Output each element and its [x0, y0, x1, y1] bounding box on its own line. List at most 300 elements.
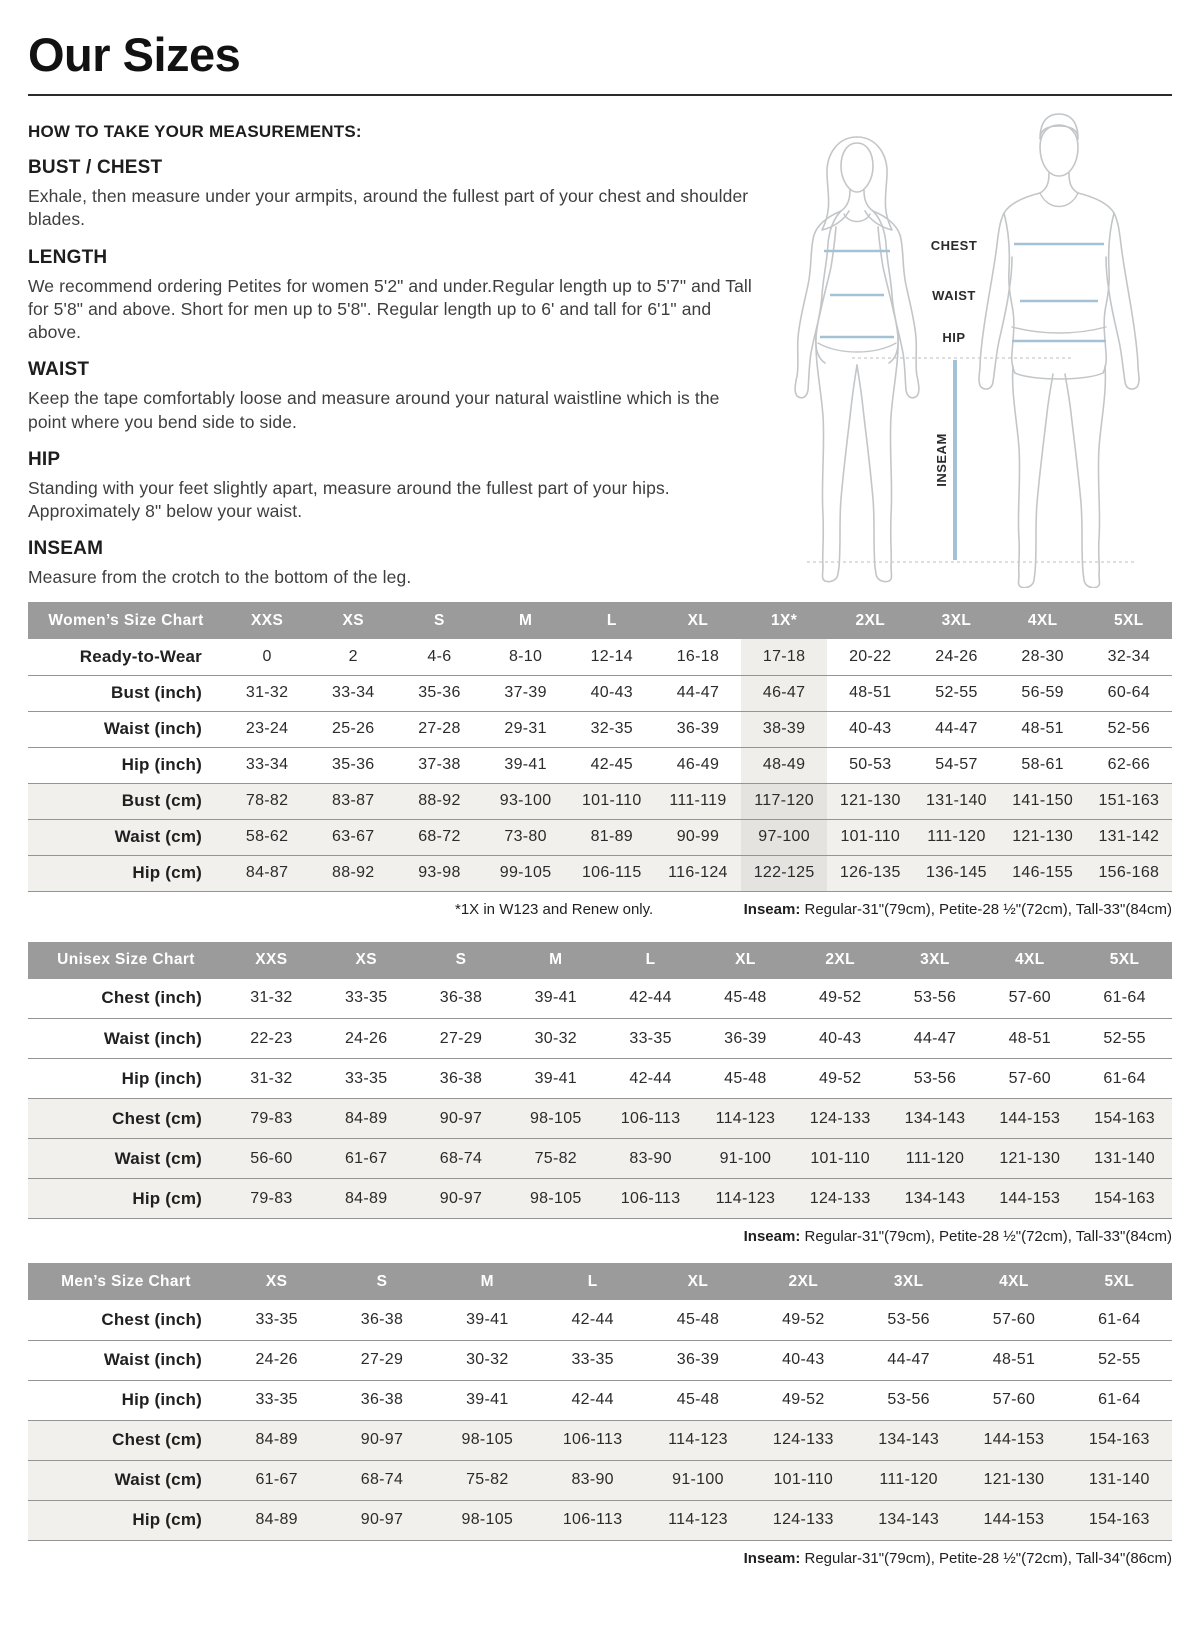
size-value-cell: 8-10: [508, 647, 543, 665]
size-column-header: 5XL: [1067, 1263, 1172, 1300]
size-value-cell: 33-35: [255, 1310, 298, 1328]
size-value-cell: 37-38: [418, 756, 461, 773]
size-column-header: S: [329, 1263, 434, 1300]
womens-size-chart-table: [28, 602, 1172, 892]
size-value-cell: 48-51: [1021, 720, 1064, 737]
size-column-header: L: [603, 942, 698, 979]
size-column-header: 4XL: [961, 1263, 1066, 1300]
size-value-cell: 156-168: [1098, 864, 1160, 881]
size-value-cell: 33-35: [255, 1391, 298, 1408]
size-value-cell: 98-105: [461, 1431, 514, 1448]
size-value-cell: 38-39: [741, 711, 827, 747]
size-value-cell: 93-100: [499, 792, 552, 809]
size-value-cell: 111-119: [669, 792, 727, 809]
size-value-cell: 53-56: [913, 1069, 957, 1087]
size-value-cell: 90-97: [360, 1431, 404, 1448]
size-value-cell: 79-83: [250, 1189, 293, 1207]
size-column-header: XL: [645, 1263, 750, 1300]
size-column-header: 3XL: [856, 1263, 961, 1300]
mens-size-chart-section: [28, 1263, 1172, 1569]
size-value-cell: 52-55: [1103, 1029, 1146, 1047]
table-title-cell: Men’s Size Chart: [28, 1263, 224, 1300]
size-value-cell: 54-57: [935, 756, 978, 773]
size-value-cell: 33-35: [571, 1351, 614, 1368]
row-label: Hip (inch): [121, 755, 202, 774]
size-value-cell: 84-89: [344, 1109, 388, 1127]
size-column-header: L: [569, 602, 655, 639]
size-column-header: S: [414, 942, 509, 979]
size-value-cell: 154-163: [1094, 1109, 1155, 1127]
size-value-cell: 36-38: [439, 1069, 483, 1087]
size-value-cell: 35-36: [418, 684, 461, 701]
unisex-size-chart-table: [28, 942, 1172, 1220]
size-value-cell: 4-6: [427, 647, 452, 665]
size-value-cell: 24-26: [935, 647, 978, 665]
table-row: [28, 1380, 1172, 1420]
size-value-cell: 62-66: [1107, 756, 1151, 773]
size-value-cell: 45-48: [724, 989, 767, 1007]
table-row: [28, 1420, 1172, 1460]
size-value-cell: 106-113: [620, 1189, 681, 1207]
size-value-cell: 111-120: [905, 1149, 965, 1167]
row-label: Chest (cm): [112, 1430, 202, 1449]
size-value-cell: 97-100: [741, 819, 827, 855]
size-value-cell: 154-163: [1088, 1431, 1150, 1448]
size-value-cell: 68-72: [418, 828, 461, 845]
table-row: [28, 819, 1172, 855]
size-value-cell: 42-44: [629, 1069, 672, 1087]
table-row: [28, 1300, 1172, 1340]
size-value-cell: 46-47: [741, 675, 827, 711]
row-label: Hip (inch): [121, 1390, 202, 1409]
size-guide-page: [0, 28, 1200, 1569]
size-value-cell: 88-92: [418, 792, 461, 809]
size-value-cell: 17-18: [741, 639, 827, 675]
size-value-cell: 99-105: [499, 864, 552, 881]
size-value-cell: 101-110: [840, 828, 901, 845]
size-value-cell: 46-49: [676, 756, 720, 773]
size-value-cell: 39-41: [504, 756, 547, 773]
size-value-cell: 83-87: [332, 792, 375, 809]
size-value-cell: 84-89: [344, 1189, 388, 1207]
size-value-cell: 45-48: [676, 1310, 720, 1328]
size-value-cell: 45-48: [724, 1069, 767, 1087]
size-value-cell: 44-47: [676, 684, 720, 701]
table-row: [28, 639, 1172, 675]
size-value-cell: 50-53: [849, 756, 892, 773]
size-value-cell: 45-48: [676, 1391, 720, 1408]
size-value-cell: 106-113: [562, 1511, 623, 1528]
size-value-cell: 134-143: [904, 1189, 966, 1207]
size-column-header: 5XL: [1086, 602, 1172, 639]
size-value-cell: 48-49: [741, 747, 827, 783]
womens-table-footnote: [28, 892, 1172, 920]
size-column-header: XXS: [224, 602, 310, 639]
size-value-cell: 57-60: [992, 1391, 1036, 1408]
size-value-cell: 144-153: [999, 1189, 1061, 1207]
size-value-cell: 58-62: [245, 828, 289, 845]
row-label: Bust (cm): [121, 791, 202, 810]
size-value-cell: 124-133: [772, 1511, 834, 1528]
row-label: Waist (inch): [103, 1350, 202, 1369]
page-title: Our Sizes: [28, 28, 241, 81]
size-value-cell: 144-153: [983, 1511, 1045, 1528]
size-value-cell: 60-64: [1107, 684, 1151, 701]
male-figure: [979, 114, 1139, 588]
size-value-cell: 131-140: [926, 792, 987, 809]
table-row: [28, 1059, 1172, 1099]
size-column-header: 5XL: [1077, 942, 1172, 979]
size-value-cell: 84-89: [255, 1511, 298, 1528]
size-column-header: 3XL: [888, 942, 983, 979]
size-column-header: XL: [698, 942, 793, 979]
size-value-cell: 36-38: [439, 989, 483, 1007]
size-value-cell: 116-124: [668, 864, 728, 881]
size-value-cell: 39-41: [466, 1391, 509, 1408]
size-value-cell: 61-64: [1098, 1391, 1141, 1408]
size-value-cell: 136-145: [926, 864, 987, 881]
size-value-cell: 56-60: [250, 1149, 293, 1167]
size-value-cell: 37-39: [504, 684, 547, 701]
size-value-cell: 57-60: [1008, 989, 1051, 1007]
table-row: [28, 1179, 1172, 1219]
mens-size-chart-table: [28, 1263, 1172, 1541]
size-value-cell: 36-38: [360, 1310, 404, 1328]
size-value-cell: 44-47: [887, 1351, 930, 1368]
size-value-cell: 106-113: [620, 1109, 681, 1127]
size-value-cell: 49-52: [818, 989, 862, 1007]
size-value-cell: 31-32: [245, 684, 289, 701]
section-waist: [28, 359, 752, 434]
female-figure: [795, 137, 919, 582]
size-value-cell: 79-83: [250, 1109, 293, 1127]
size-value-cell: 90-97: [439, 1109, 483, 1127]
size-value-cell: 16-18: [676, 647, 720, 665]
size-column-header: M: [483, 602, 569, 639]
size-value-cell: 90-97: [360, 1511, 404, 1528]
table-row: [28, 783, 1172, 819]
section-body: We recommend ordering Petites for women 5'2" and under.Regular length up to 5'7" and Tall for 5'8" and above. Short for men up to 5'8". Regular length up to 6' and tall for 6'1" and above.: [28, 275, 752, 343]
size-column-header: 4XL: [982, 942, 1077, 979]
section-title: LENGTH: [28, 246, 108, 268]
size-column-header: 2XL: [793, 942, 888, 979]
size-value-cell: 68-74: [439, 1149, 483, 1167]
size-value-cell: 23-24: [245, 720, 289, 737]
size-value-cell: 28-30: [1021, 647, 1064, 665]
size-value-cell: 121-130: [983, 1471, 1045, 1488]
size-value-cell: 83-90: [571, 1471, 614, 1488]
chest-label: CHEST: [930, 238, 978, 253]
size-value-cell: 154-163: [1088, 1511, 1150, 1528]
size-value-cell: 33-35: [344, 989, 388, 1007]
size-value-cell: 24-26: [344, 1029, 388, 1047]
size-value-cell: 42-44: [571, 1310, 614, 1328]
size-value-cell: 91-100: [672, 1471, 724, 1488]
size-value-cell: 93-98: [418, 864, 461, 881]
inseam-footnote: Inseam: Regular-31"(79cm), Petite-28 ½"(72cm), Tall-33"(84cm): [743, 1228, 1172, 1245]
row-label: Hip (cm): [132, 1188, 202, 1208]
size-value-cell: 40-43: [590, 684, 633, 701]
size-value-cell: 154-163: [1094, 1189, 1155, 1207]
size-value-cell: 40-43: [849, 720, 892, 737]
size-column-header: XS: [319, 942, 414, 979]
row-label: Chest (inch): [101, 1309, 202, 1329]
size-value-cell: 2: [348, 647, 358, 665]
size-value-cell: 40-43: [818, 1029, 862, 1047]
size-value-cell: 36-39: [724, 1029, 767, 1047]
size-value-cell: 39-41: [466, 1310, 509, 1328]
size-value-cell: 63-67: [332, 828, 375, 845]
size-value-cell: 24-26: [255, 1351, 298, 1368]
size-value-cell: 36-38: [360, 1391, 404, 1408]
section-body: Measure from the crotch to the bottom of the leg.: [28, 567, 412, 588]
size-value-cell: 144-153: [983, 1431, 1045, 1448]
size-column-header: XS: [224, 1263, 329, 1300]
size-value-cell: 42-44: [629, 989, 672, 1007]
row-label: Waist (cm): [114, 1148, 202, 1168]
size-column-header: 2XL: [827, 602, 913, 639]
size-value-cell: 98-105: [529, 1109, 582, 1127]
table-row: [28, 979, 1172, 1019]
size-value-cell: 49-52: [818, 1069, 862, 1087]
table-row: [28, 1019, 1172, 1059]
size-value-cell: 33-35: [344, 1069, 388, 1087]
row-label: Waist (cm): [114, 1470, 202, 1489]
size-value-cell: 141-150: [1012, 792, 1074, 809]
size-column-header: L: [540, 1263, 645, 1300]
size-value-cell: 101-110: [810, 1149, 870, 1167]
section-bust-chest: [28, 157, 752, 232]
size-value-cell: 126-135: [839, 864, 901, 881]
section-title: BUST / CHEST: [28, 157, 163, 178]
size-value-cell: 57-60: [1008, 1069, 1051, 1087]
table-row: [28, 1139, 1172, 1179]
size-value-cell: 27-29: [360, 1351, 404, 1368]
size-value-cell: 32-35: [590, 720, 633, 737]
size-value-cell: 31-32: [250, 1069, 293, 1087]
size-value-cell: 44-47: [935, 720, 978, 737]
size-value-cell: 106-115: [581, 864, 642, 881]
section-length: [28, 247, 752, 345]
size-value-cell: 98-105: [461, 1511, 514, 1528]
row-label: Hip (cm): [132, 863, 202, 882]
size-value-cell: 53-56: [887, 1391, 930, 1408]
size-value-cell: 61-64: [1103, 1069, 1146, 1087]
section-inseam: [28, 538, 752, 589]
size-column-header: 1X*: [741, 602, 827, 639]
size-value-cell: 73-80: [504, 828, 547, 845]
size-value-cell: 131-140: [1088, 1471, 1150, 1488]
row-label: Hip (cm): [132, 1510, 202, 1529]
size-value-cell: 49-52: [782, 1310, 825, 1328]
size-value-cell: 114-123: [715, 1109, 776, 1127]
size-value-cell: 83-90: [629, 1149, 672, 1167]
size-value-cell: 30-32: [466, 1351, 509, 1368]
unisex-size-chart-section: [28, 942, 1172, 1248]
size-value-cell: 20-22: [849, 647, 892, 665]
size-value-cell: 53-56: [887, 1310, 930, 1328]
one-x-footnote: *1X in W123 and Renew only.: [455, 900, 654, 918]
table-row: [28, 1500, 1172, 1540]
size-value-cell: 53-56: [913, 989, 957, 1007]
size-value-cell: 68-74: [360, 1471, 404, 1488]
section-body: Keep the tape comfortably loose and measure around your natural waistline which is the point where you bend side to side.: [28, 388, 720, 432]
size-value-cell: 30-32: [534, 1029, 577, 1047]
size-value-cell: 151-163: [1098, 792, 1160, 809]
size-value-cell: 44-47: [913, 1029, 957, 1047]
size-value-cell: 48-51: [992, 1351, 1036, 1368]
size-value-cell: 42-44: [571, 1391, 614, 1408]
size-value-cell: 134-143: [904, 1109, 966, 1127]
size-value-cell: 134-143: [878, 1431, 940, 1448]
section-title: INSEAM: [28, 538, 104, 560]
table-row: [28, 1099, 1172, 1139]
size-value-cell: 39-41: [534, 1069, 577, 1087]
size-value-cell: 121-130: [999, 1149, 1061, 1167]
size-column-header: 4XL: [1000, 602, 1086, 639]
row-label: Chest (cm): [112, 1108, 202, 1128]
mens-table-footnote: [28, 1541, 1172, 1569]
waist-label: WAIST: [932, 288, 976, 303]
row-label: Ready-to-Wear: [79, 646, 202, 666]
row-label: Chest (inch): [101, 988, 202, 1008]
size-value-cell: 101-110: [581, 792, 642, 809]
size-value-cell: 131-142: [1098, 828, 1160, 845]
size-column-header: XXS: [224, 942, 319, 979]
size-value-cell: 75-82: [466, 1471, 509, 1488]
size-value-cell: 131-140: [1094, 1149, 1155, 1167]
size-column-header: XS: [310, 602, 396, 639]
measurement-instructions: [28, 122, 752, 598]
table-title-cell: Women’s Size Chart: [28, 602, 224, 639]
table-title-cell: Unisex Size Chart: [28, 942, 224, 979]
size-value-cell: 27-29: [439, 1029, 483, 1047]
size-value-cell: 57-60: [992, 1310, 1036, 1328]
size-value-cell: 52-55: [935, 684, 978, 701]
inseam-footnote: Inseam: Regular-31"(79cm), Petite-28 ½"(72cm), Tall-34"(86cm): [743, 1549, 1172, 1567]
row-label: Bust (inch): [111, 683, 202, 702]
size-value-cell: 84-87: [245, 864, 289, 881]
row-label: Hip (inch): [121, 1068, 202, 1088]
size-value-cell: 122-125: [741, 855, 827, 891]
size-value-cell: 40-43: [782, 1351, 825, 1368]
size-column-header: 2XL: [751, 1263, 856, 1300]
unisex-table-footnote: [28, 1219, 1172, 1247]
size-value-cell: 91-100: [719, 1149, 772, 1167]
size-value-cell: 124-133: [772, 1431, 834, 1448]
size-value-cell: 111-120: [927, 828, 986, 845]
size-value-cell: 81-89: [590, 828, 633, 845]
size-value-cell: 124-133: [809, 1109, 871, 1127]
size-value-cell: 22-23: [250, 1029, 293, 1047]
womens-size-chart-section: [28, 602, 1172, 920]
size-value-cell: 36-39: [676, 720, 720, 737]
size-value-cell: 78-82: [245, 792, 289, 809]
size-column-header: M: [435, 1263, 540, 1300]
size-column-header: XL: [655, 602, 741, 639]
size-value-cell: 33-34: [332, 684, 375, 701]
size-value-cell: 25-26: [332, 720, 375, 737]
size-value-cell: 114-123: [715, 1189, 776, 1207]
row-label: Waist (inch): [103, 1028, 202, 1048]
size-value-cell: 61-67: [255, 1471, 298, 1488]
table-row: [28, 675, 1172, 711]
size-value-cell: 114-123: [668, 1431, 728, 1448]
size-value-cell: 61-64: [1098, 1310, 1141, 1328]
size-value-cell: 31-32: [250, 989, 293, 1007]
title-divider: [28, 94, 1172, 96]
size-value-cell: 75-82: [534, 1149, 577, 1167]
size-value-cell: 134-143: [878, 1511, 940, 1528]
size-value-cell: 49-52: [782, 1391, 825, 1408]
size-value-cell: 29-31: [504, 720, 547, 737]
section-title: WAIST: [28, 359, 90, 381]
size-value-cell: 36-39: [676, 1351, 720, 1368]
size-value-cell: 12-14: [590, 647, 633, 665]
size-value-cell: 144-153: [999, 1109, 1061, 1127]
hip-label: HIP: [942, 330, 966, 345]
section-title: HIP: [28, 448, 61, 470]
size-value-cell: 48-51: [1008, 1029, 1051, 1047]
size-value-cell: 61-67: [344, 1149, 388, 1167]
size-value-cell: 146-155: [1012, 864, 1074, 881]
section-body: Exhale, then measure under your armpits, around the fullest part of your chest and shoulder blades.: [28, 186, 749, 230]
table-row: [28, 711, 1172, 747]
size-value-cell: 42-45: [590, 756, 633, 773]
size-column-header: 3XL: [913, 602, 999, 639]
size-value-cell: 121-130: [1012, 828, 1074, 845]
table-row: [28, 1340, 1172, 1380]
measurement-diagram: [752, 108, 1172, 598]
size-value-cell: 27-28: [418, 720, 461, 737]
size-value-cell: 106-113: [562, 1431, 623, 1448]
size-value-cell: 39-41: [534, 989, 577, 1007]
inseam-label: INSEAM: [934, 433, 949, 487]
size-value-cell: 114-123: [668, 1511, 728, 1528]
size-value-cell: 52-55: [1098, 1351, 1141, 1368]
howto-heading: HOW TO TAKE YOUR MEASUREMENTS:: [28, 122, 362, 141]
size-value-cell: 33-35: [629, 1029, 672, 1047]
size-value-cell: 88-92: [332, 864, 375, 881]
inseam-footnote: Inseam: Regular-31"(79cm), Petite-28 ½"(72cm), Tall-33"(84cm): [743, 900, 1172, 918]
size-value-cell: 84-89: [255, 1431, 298, 1448]
table-row: [28, 1460, 1172, 1500]
size-value-cell: 117-120: [741, 783, 827, 819]
size-value-cell: 0: [262, 647, 272, 665]
size-value-cell: 124-133: [809, 1189, 871, 1207]
size-value-cell: 121-130: [839, 792, 901, 809]
size-value-cell: 32-34: [1107, 647, 1151, 665]
size-column-header: S: [396, 602, 482, 639]
table-row: [28, 747, 1172, 783]
row-label: Waist (cm): [114, 827, 202, 846]
row-label: Waist (inch): [103, 719, 202, 738]
size-value-cell: 56-59: [1021, 684, 1064, 701]
size-column-header: M: [508, 942, 603, 979]
body-figures-illustration: [752, 108, 1172, 588]
size-value-cell: 111-120: [879, 1471, 938, 1488]
size-value-cell: 101-110: [773, 1471, 834, 1488]
top-content: [28, 122, 1172, 598]
section-body: Standing with your feet slightly apart, measure around the fullest part of your hips. Approximately 8" below your waist.: [28, 477, 670, 522]
size-value-cell: 90-99: [676, 828, 720, 845]
size-value-cell: 48-51: [849, 684, 892, 701]
size-value-cell: 98-105: [529, 1189, 582, 1207]
section-hip: [28, 449, 752, 524]
size-value-cell: 35-36: [332, 756, 375, 773]
size-value-cell: 33-34: [245, 756, 289, 773]
size-value-cell: 61-64: [1103, 989, 1146, 1007]
